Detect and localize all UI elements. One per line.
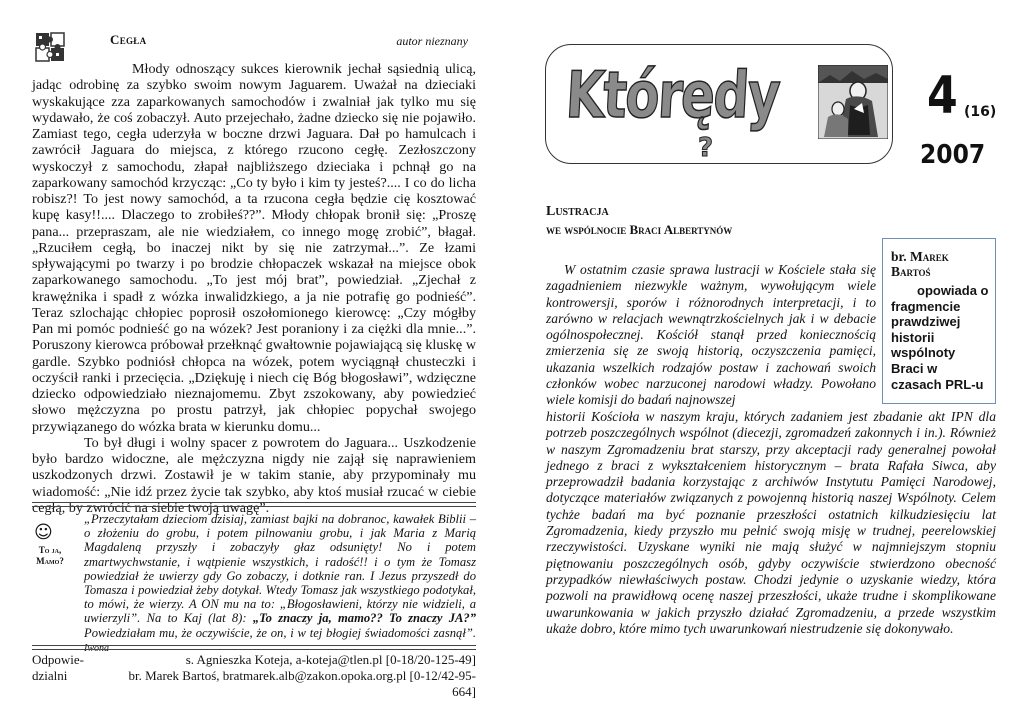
- logo-question-mark: ?: [698, 133, 714, 163]
- article-title: Lustracja: [546, 204, 609, 219]
- author-name: Marek Bartoś: [891, 249, 949, 279]
- quote-intro: „Przeczytałam dzieciom dzisiaj, zamiast bajki na dobranoc, kawałek Biblii – o złożeniu do grobu, i potem pilnowaniu grobu, i jak Maria z Marią Magdaleną przyszły i zobaczyły głaz odsunięty! No i potem zmartwychwstanie, i wątpienie wszystkich, i radość!! i o tym że Tomasz powiedział że uwierzy gdy Go zobaczy, i dotknie ran. I Jezus przyszedł do Tomasza i powiedział żeby dotykał. Wtedy Tomasz jak wszystkiego podotykał, to mówi, że wierzy. A ON mu na to: „Błogosławieni, którzy nie widzieli, a uwierzyli”. Na to Kaj (lat 8):: [84, 512, 476, 626]
- story-title: Cegła: [110, 32, 147, 47]
- author-line: [891, 249, 989, 279]
- quote-label: [32, 545, 68, 567]
- contact-1: s. Agnieszka Koteja, a-koteja@tlen.pl [0-18/20-125-49]: [185, 652, 476, 667]
- author-description-text: opowiada o fragmencie prawdziwej historii wspólnoty Braci w czasach PRL-u: [891, 283, 989, 392]
- logo-text: Którędy: [563, 59, 781, 133]
- story-body: [32, 61, 476, 516]
- story-author: autor nieznany: [396, 34, 468, 48]
- contacts-block: [32, 652, 476, 700]
- contacts-label-line-2: dzialni: [32, 668, 68, 683]
- article-paragraph-start: W ostatnim czasie sprawa lustracji w Kościele stała się zagadnieniem niezwykle ważnym, wywołującym wiele kontrowersji, sporów i różnorodnych interpretacji, i to zarówno w relacjach wewnątrzkościelnych jak i w debacie ogólnospołecznej. Kościół stanął przed koniecznością zmierzenia się ze swoją historią, oczyszczenia pamięci, ukazania wszelkich rodzajów postaw i zachowań swoich członków wobec narzuconej narodowi władzy. Powołano wiele komisji do badań najnowszej: [546, 262, 876, 408]
- puzzle-icon: [33, 30, 67, 64]
- article-text-narrow: [546, 262, 876, 409]
- quote-end: Powiedziałam mu, że oczywiście, że on, i w tej błogiej świadomości zasnął”.: [84, 625, 476, 640]
- issue-number: 4: [927, 66, 958, 126]
- article-paragraph-continued: historii Kościoła w naszym kraju, których zadaniem jest zbadanie akt IPN dla potrzeb poszczególnych wspólnot (diecezji, zgromadzeń zakonnych i in.). Również w naszym Zgromadzeniu brat starszy, przy akceptacji rady generalnej powołał jednego z braci z wykształceniem historycznym – brata Rafała Siwca, aby przeprowadził badania korzystając z archiwów Instytutu Pamięci Narodowej, dotyczące materiałów związanych z powojenną historią naszej Wspólnoty. Celem tychże badań ma być poznanie przeszłości ostatnich kilkudziesięciu lat Zgromadzenia, kiedy przyszło mu pełnić swoją misję w trudnej, peerelowskiej rzeczywistości. Uzyskane wyniki nie mają służyć w najmniejszym stopniu piętnowaniu poszczególnych osób, gdyby oczywiście stwierdzono obecność przypadków niewłaściwych postaw. Chodzi jedynie o uzyskanie wiedzy, która pozwoli na prawidłową ocenę naszej przeszłości, ukaże trudne i skomplikowane uwarunkowania w jakich przyszło działać Zgromadzeniu, a przede wszystkim ukaże dobro, które mimo tych uwarunkowań niestrudzenie się dokonywało.: [546, 409, 996, 636]
- issue-year: 2007: [920, 140, 986, 170]
- contact-2: br. Marek Bartoś, bratmarek.alb@zakon.opoka.org.pl [0-12/42-95-664]: [128, 668, 476, 699]
- double-divider: [32, 645, 476, 650]
- quote-bold: „To znaczy ja, mamo?? To znaczy JA?”: [252, 611, 476, 626]
- contacts-label-line-1: Odpowie-: [32, 652, 84, 667]
- quote-label-line-2: Mamo?: [36, 556, 64, 566]
- quote-signer: Iwona: [84, 642, 109, 654]
- article-subtitle: we wspólnocie Braci Albertynów: [546, 222, 733, 237]
- issue-sub-number: (16): [964, 104, 997, 120]
- story-paragraph-2: To był długi i wolny spacer z powrotem do Jaguara... Uszkodzenie było bardzo widoczne, ale mężczyzna nigdy nie zajął się naprawieniem uszkodzonych drzwi. Zostawił je w takim stanie, aby przypominały mu wiadomość: „Nie idź przez życie tak szybko, aby ktoś musiał rzucać w ciebie cegłą, by zwrócić na siebie twoją uwagę”.: [32, 434, 476, 516]
- author-box: [882, 238, 996, 404]
- masthead-logo: [545, 44, 893, 164]
- double-divider: [32, 502, 476, 507]
- author-prefix: br.: [891, 249, 911, 264]
- article-text-wide: [546, 409, 996, 637]
- praying-figures-icon: [818, 65, 888, 139]
- author-description: [891, 283, 989, 392]
- quote-text: [84, 512, 476, 656]
- quote-label-line-1: To ja,: [38, 545, 62, 555]
- smiley-icon: ☺: [34, 522, 53, 543]
- story-paragraph-1: Młody odnoszący sukces kierownik jechał sąsiednią ulicą, jadąc odrobinę za szybko swoim nowym Jaguarem. Uważał na dzieciaki wyskakujące zza zaparkowanych samochodów i zwalniał jak tylko mu się wydawało, że coś zobaczył. Auto przejechało, żadne dziecko się nie pojawiło. Zamiast tego, cegła uderzyła w boczne drzwi Jaguara. Dał po hamulcach i zawrócił Jaguara do miejsca, z którego rzucono cegłę. Zezłoszczony wyskoczył z samochodu, złapał najbliższego dzieciaka i pchnął go na zaparkowany samochód krzycząc: „Co ty było i kim ty jesteś?.... I co do licha robisz?! To jest nowy samochód, a ta rzucona cegła będzie cię kosztować kupę kasy!!.... Dlaczego to zrobiłeś??”. Młody chłopak bronił się: „Proszę pana... przepraszam, ale nie wiedziałem, co innego mogę zrobić”, błagał. „Rzuciłem cegłą, bo inaczej nikt by się nie zatrzymał...”. Ze łzami spływającymi po twarzy i po brodzie chłopaczek wskazał na miejsce obok zaparkowanego samochodu. „To jest mój brat”, powiedział. „Zjechał z krawężnika i spadł z wózka inwalidzkiego, a ja nie potrafię go podnieść”. Teraz szlochając chłopiec poprosił oszołomionego kierowcę: „Czy mógłby Pan mi pomóc podnieść go na wózek? Jest poraniony i za ciężki dla mnie...”. Poruszony kierowca próbował przełknąć gwałtownie pojawiającą się kluskę w gardle. Szybko podniósł chłopca na wózek, potem wyciągnął chusteczki i oczyścił ranki i przecięcia. „Dziękuję i niech cię Bóg błogosławi”, wdzięczne dziecko odpowiedziało nieznajomemu. Zbyt zszokowany, aby powiedzieć słowo mężczyzna po prostu patrzył, jak chłopiec popychał swojego przywiązanego do wózka brata w kierunku domu...: [32, 61, 476, 435]
